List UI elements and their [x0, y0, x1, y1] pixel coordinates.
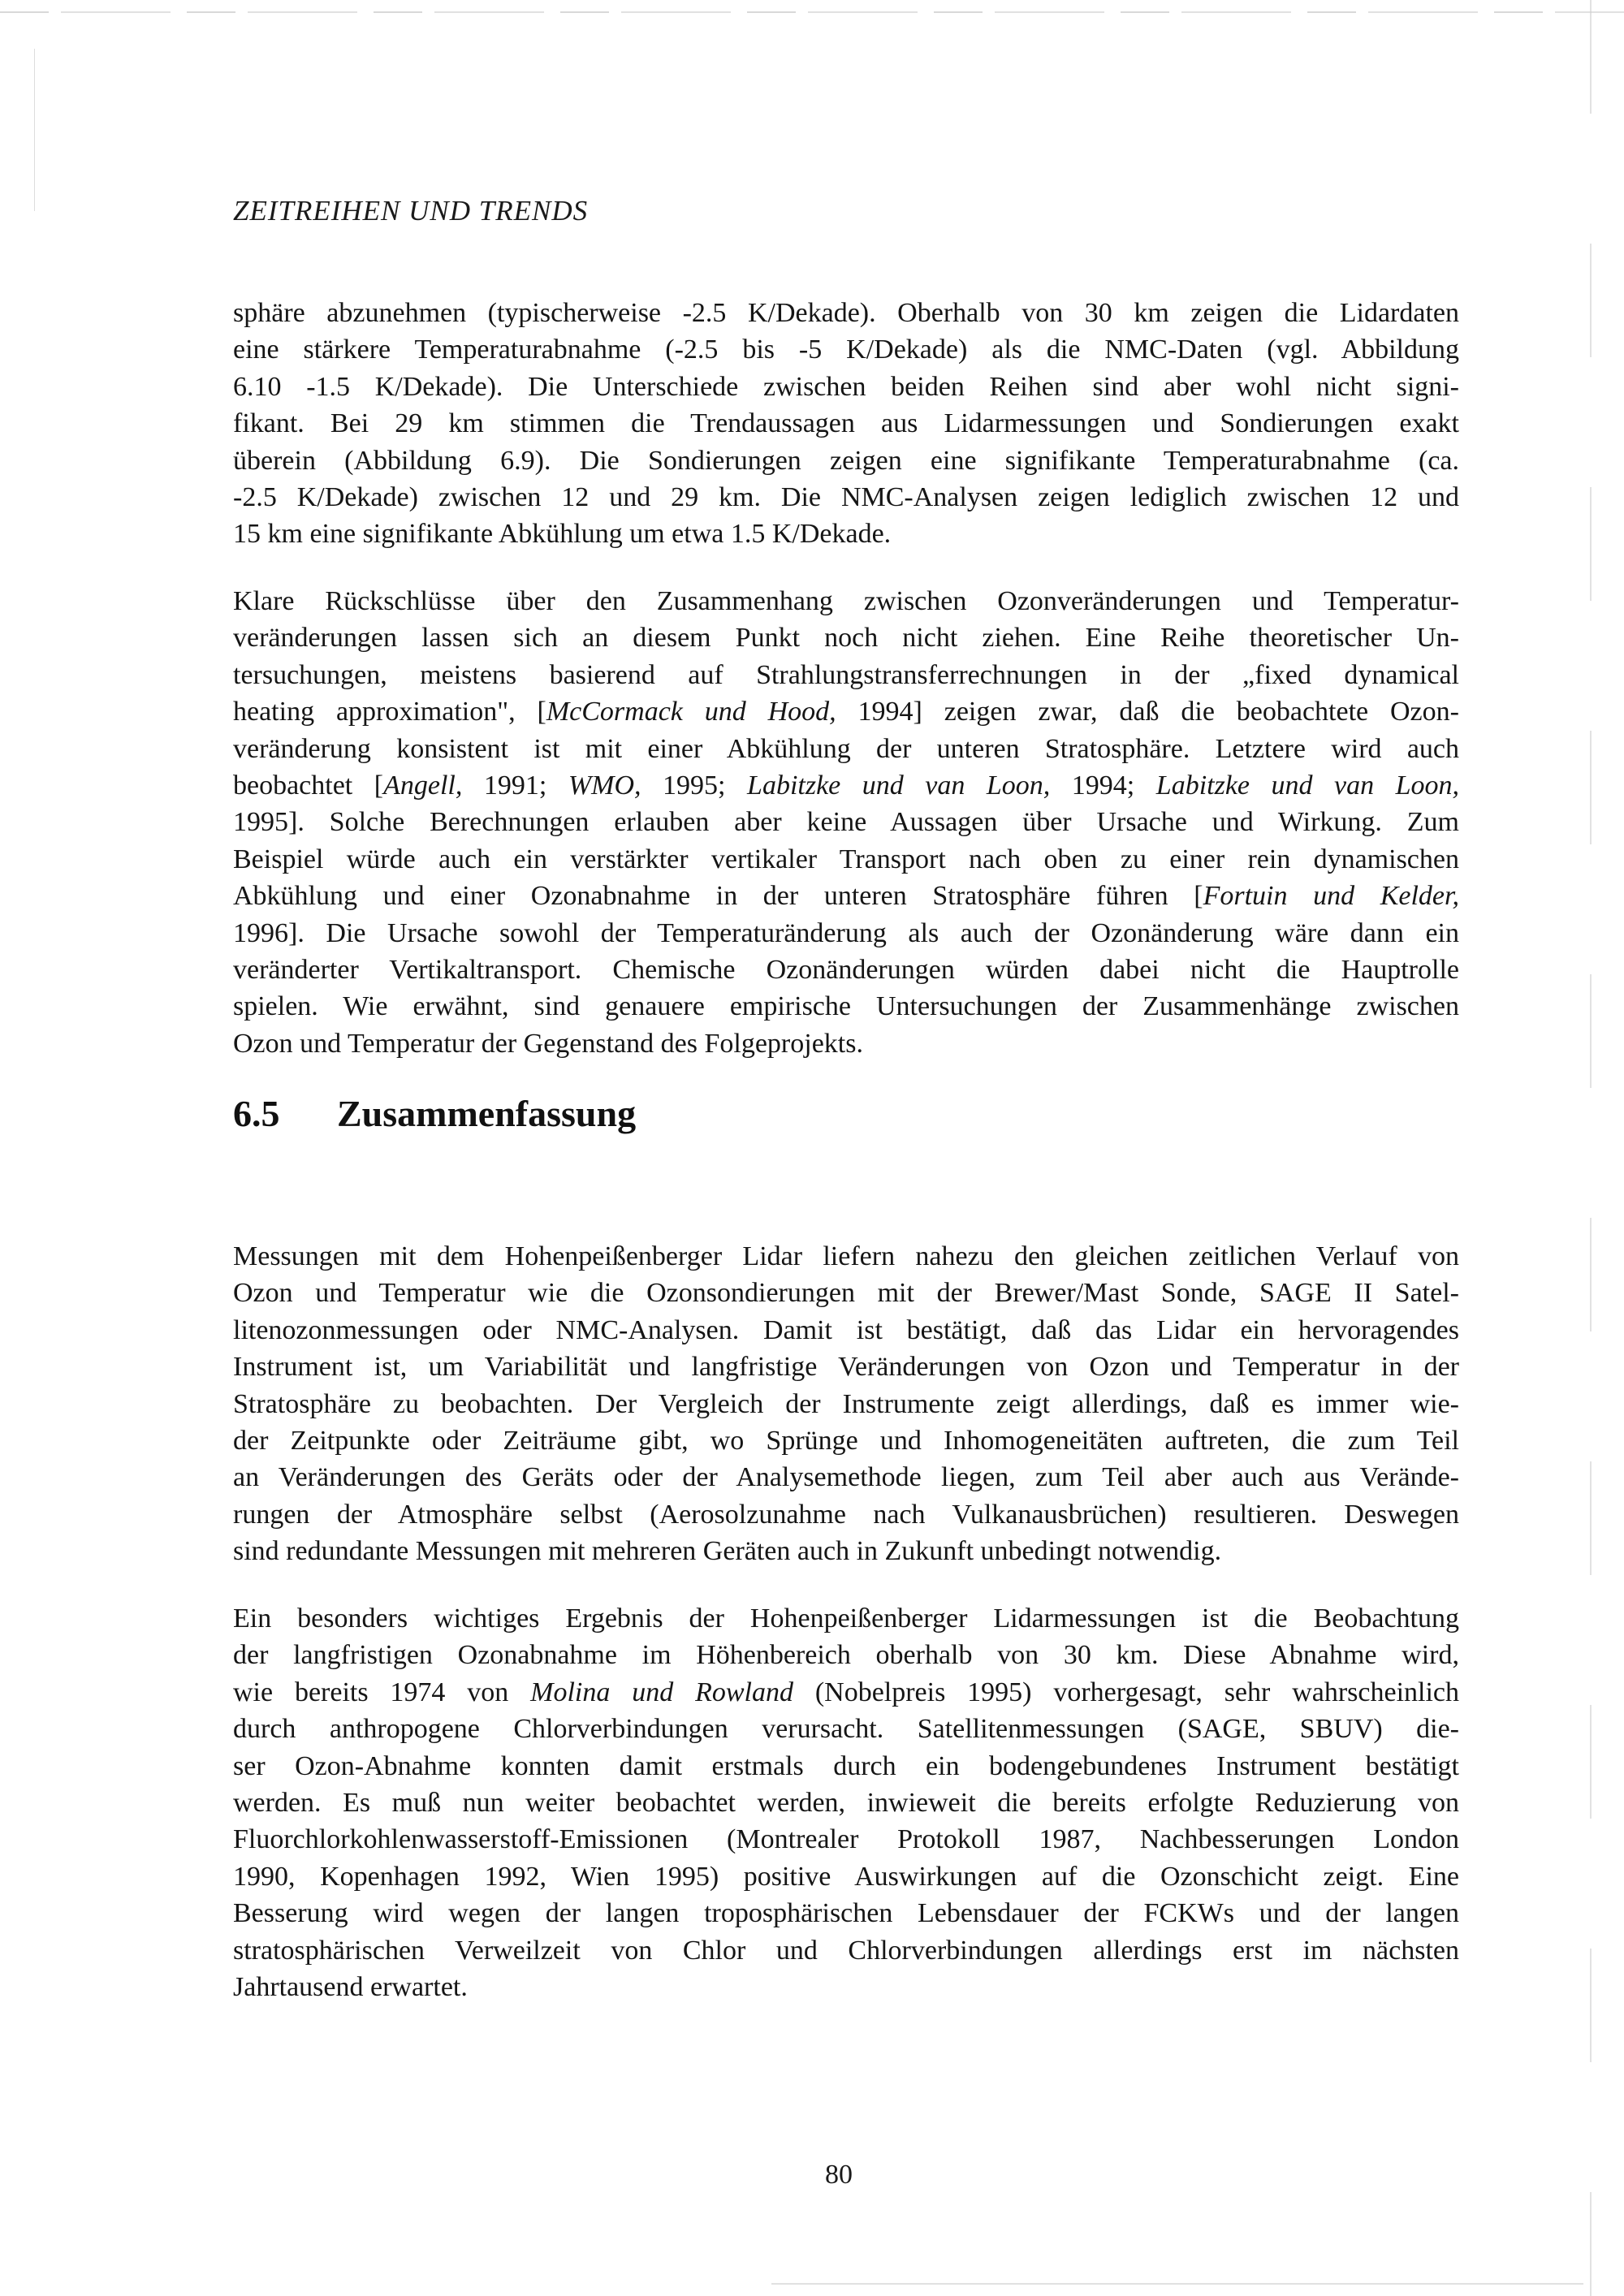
- text-line: Ozon und Temperatur der Gegenstand des Folgeprojekts.: [233, 1028, 863, 1059]
- section-heading: [233, 1092, 636, 1135]
- paragraph-ozone-temperature-relation: [233, 583, 1459, 1062]
- text-run: wie bereits 1974 von: [233, 1677, 531, 1707]
- text-line: Jahrtausend erwartet.: [233, 1972, 468, 2003]
- scan-edge-top: [0, 11, 1624, 13]
- text-line: [233, 878, 1459, 914]
- text-line: veränderung konsistent ist mit einer Abkühlung der unteren Stratosphäre. Letztere wird auch: [233, 733, 1459, 764]
- paragraph-summary-ozone-decrease: [233, 1600, 1459, 2005]
- text-run: 1994;: [1050, 770, 1156, 801]
- text-line: sphäre abzunehmen (typischerweise -2.5 K/Dekade). Oberhalb von 30 km zeigen die Lidardaten: [233, 298, 1459, 328]
- text-run: beobachtet [: [233, 770, 384, 801]
- text-line: Fluorchlorkohlenwasserstoff-Emissionen (Montrealer Protokoll 1987, Nachbesserungen London: [233, 1824, 1459, 1855]
- scan-edge-left: [34, 49, 35, 211]
- text-line: litenozonmessungen oder NMC-Analysen. Damit ist bestätigt, daß das Lidar ein hervoragendes: [233, 1314, 1459, 1345]
- citation: Angell,: [383, 770, 463, 801]
- text-line: veränderungen lassen sich an diesem Punkt noch nicht ziehen. Eine Reihe theoretischer Un-: [233, 623, 1459, 654]
- scan-edge-bottom: [771, 2283, 1583, 2285]
- text-line: -2.5 K/Dekade) zwischen 12 und 29 km. Die NMC-Analysen zeigen lediglich zwischen 12 und: [233, 482, 1459, 513]
- text-run: 1995;: [641, 770, 748, 801]
- text-line: an Veränderungen des Geräts oder der Analysemethode liegen, zum Teil aber auch aus Verände-: [233, 1462, 1459, 1493]
- text-line: Ozon und Temperatur wie die Ozonsondierungen mit der Brewer/Mast Sonde, SAGE II Satel-: [233, 1278, 1459, 1309]
- text-line: 1996]. Die Ursache sowohl der Temperaturänderung als auch der Ozonänderung wäre dann ein: [233, 917, 1459, 948]
- text-line: der langfristigen Ozonabnahme im Höhenbereich oberhalb von 30 km. Diese Abnahme wird,: [233, 1640, 1459, 1671]
- citation: Fortuin und Kelder,: [1203, 881, 1459, 912]
- paragraph-summary-instruments: [233, 1238, 1459, 1570]
- text-line: [233, 767, 1459, 804]
- text-line: durch anthropogene Chlorverbindungen verursacht. Satellitenmessungen (SAGE, SBUV) die-: [233, 1714, 1459, 1745]
- text-line: Besserung wird wegen der langen troposphärischen Lebensdauer der FCKWs und der langen: [233, 1898, 1459, 1929]
- text-line: sind redundante Messungen mit mehreren Geräten auch in Zukunft unbedingt notwendig.: [233, 1536, 1222, 1567]
- citation: McCormack und Hood,: [546, 697, 836, 727]
- text-line: Messungen mit dem Hohenpeißenberger Lidar liefern nahezu den gleichen zeitlichen Verlauf von: [233, 1241, 1459, 1271]
- text-line: Stratosphäre zu beobachten. Der Vergleich der Instrumente zeigt allerdings, daß es immer wie-: [233, 1388, 1459, 1419]
- text-line: der Zeitpunkte oder Zeiträume gibt, wo Sprünge und Inhomogeneitäten auftreten, die zum Teil: [233, 1426, 1459, 1457]
- text-line: Klare Rückschlüsse über den Zusammenhang zwischen Ozonveränderungen und Temperatur-: [233, 586, 1459, 616]
- text-line: werden. Es muß nun weiter beobachtet werden, inwieweit die bereits erfolgte Reduzierung von: [233, 1788, 1459, 1819]
- citation: Labitzke und van Loon,: [747, 770, 1051, 801]
- text-line: [233, 1674, 1459, 1711]
- section-title: Zusammenfassung: [337, 1093, 637, 1134]
- text-run: (Nobelpreis 1995) vorhergesagt, sehr wahrscheinlich: [793, 1677, 1460, 1707]
- page-number: 80: [825, 2160, 853, 2190]
- running-head: ZEITREIHEN UND TRENDS: [233, 195, 589, 227]
- text-line: stratosphärischen Verweilzeit von Chlor und Chlorverbindungen allerdings erst im nächsten: [233, 1935, 1459, 1966]
- text-line: 1995]. Solche Berechnungen erlauben aber keine Aussagen über Ursache und Wirkung. Zum: [233, 807, 1459, 838]
- citation: Molina und Rowland: [530, 1677, 793, 1707]
- text-line: Instrument ist, um Variabilität und langfristige Veränderungen von Ozon und Temperatur in der: [233, 1352, 1459, 1383]
- paragraph-temperature-trends: [233, 295, 1459, 553]
- text-line: rungen der Atmosphäre selbst (Aerosolzunahme nach Vulkanausbrüchen) resultieren. Deswegen: [233, 1499, 1459, 1530]
- text-line: 6.10 -1.5 K/Dekade). Die Unterschiede zwischen beiden Reihen sind aber wohl nicht signi-: [233, 371, 1459, 402]
- scan-edge-right: [1590, 0, 1592, 2296]
- text-line: spielen. Wie erwähnt, sind genauere empirische Untersuchungen der Zusammenhänge zwischen: [233, 991, 1459, 1022]
- text-line: überein (Abbildung 6.9). Die Sondierungen zeigen eine signifikante Temperaturabnahme (ca.: [233, 445, 1459, 476]
- text-line: 1990, Kopenhagen 1992, Wien 1995) positive Auswirkungen auf die Ozonschicht zeigt. Eine: [233, 1861, 1459, 1892]
- text-line: eine stärkere Temperaturabnahme (-2.5 bis -5 K/Dekade) als die NMC-Daten (vgl. Abbildung: [233, 334, 1459, 365]
- text-run: 1994] zeigen zwar, daß die beobachtete Ozon-: [836, 697, 1459, 727]
- text-line: Beispiel würde auch ein verstärkter vertikaler Transport nach oben zu einer rein dynamischen: [233, 844, 1459, 874]
- text-line: [233, 693, 1459, 730]
- text-line: fikant. Bei 29 km stimmen die Trendaussagen aus Lidarmessungen und Sondierungen exakt: [233, 408, 1459, 439]
- citation: Labitzke und van Loon,: [1155, 770, 1460, 801]
- section-number: 6.5: [233, 1093, 280, 1134]
- text-line: tersuchungen, meistens basierend auf Strahlungstransferrechnungen in der „fixed dynamical: [233, 659, 1459, 690]
- text-run: Abkühlung und einer Ozonabnahme in der unteren Stratosphäre führen [: [233, 881, 1203, 912]
- text-run: 1991;: [462, 770, 568, 801]
- citation: WMO,: [568, 770, 641, 801]
- text-line: Ein besonders wichtiges Ergebnis der Hohenpeißenberger Lidarmessungen ist die Beobachtung: [233, 1603, 1459, 1634]
- text-line: 15 km eine signifikante Abkühlung um etwa 1.5 K/Dekade.: [233, 519, 892, 550]
- text-line: ser Ozon-Abnahme konnten damit erstmals durch ein bodengebundenes Instrument bestätigt: [233, 1750, 1459, 1781]
- text-line: veränderter Vertikaltransport. Chemische Ozonänderungen würden dabei nicht die Hauptrolle: [233, 955, 1459, 986]
- text-run: heating approximation", [: [233, 697, 546, 727]
